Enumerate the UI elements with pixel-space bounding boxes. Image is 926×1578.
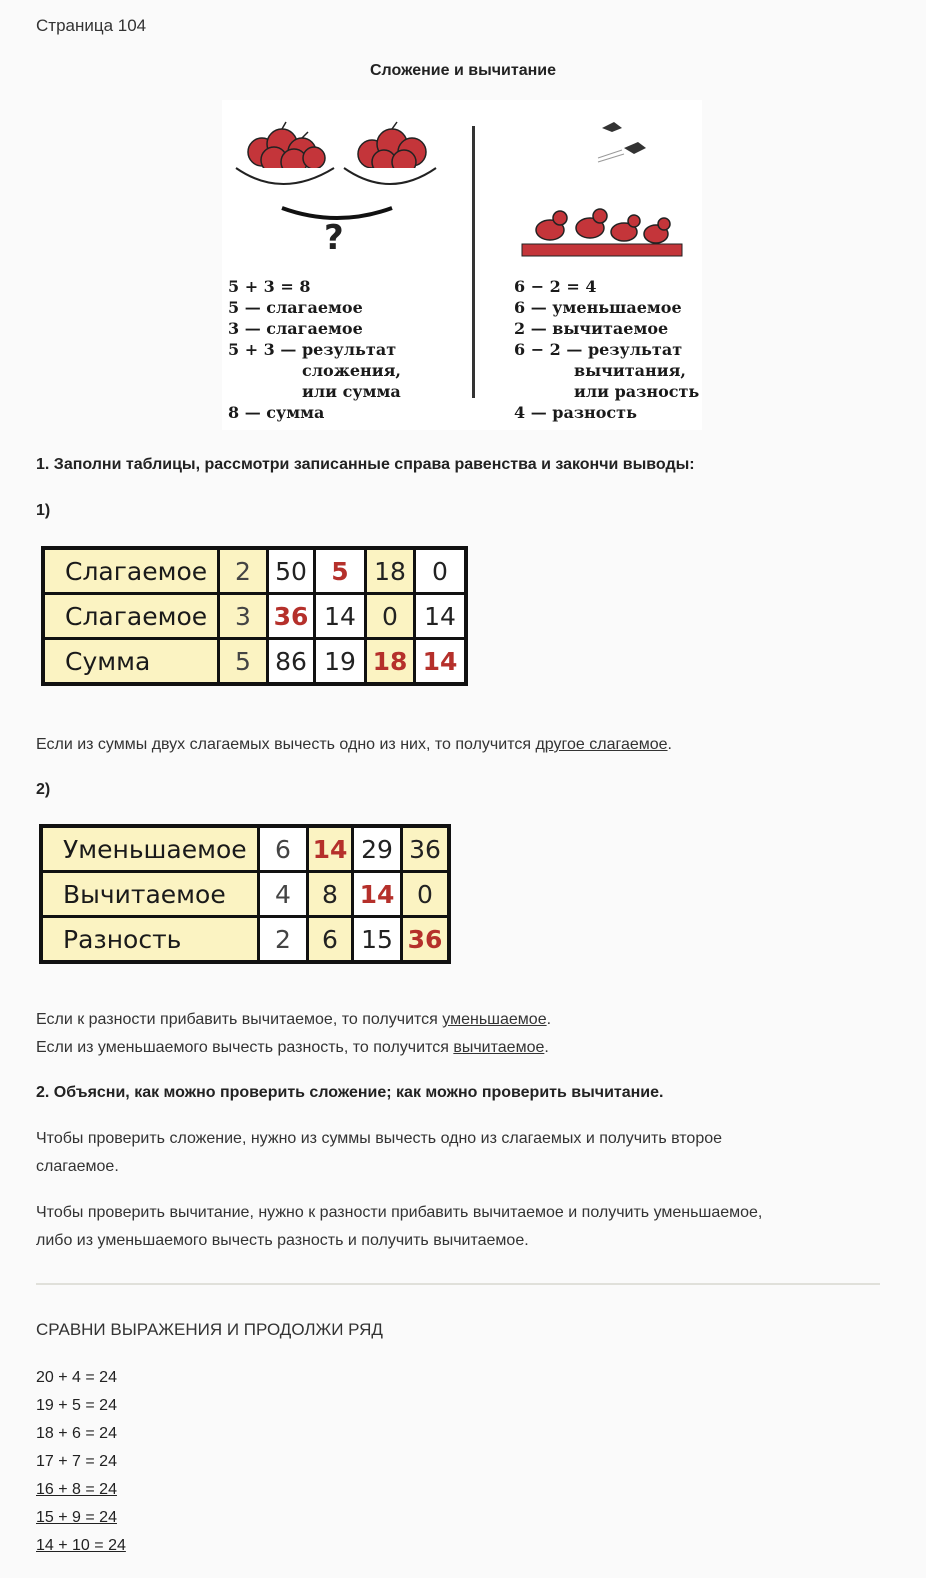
addend-line: 3 — слагаемое — [228, 319, 363, 338]
answer-text: вычитаемое — [453, 1039, 545, 1056]
table-cell: 86 — [268, 639, 315, 685]
table-cell: 3 — [219, 594, 268, 639]
addition-table — [41, 546, 468, 686]
sum-line: 8 — сумма — [228, 403, 325, 422]
table-cell: 6 — [308, 917, 353, 963]
table-cell: 14 — [415, 639, 467, 685]
table-cell: 6 — [259, 826, 308, 872]
table-cell: 18 — [366, 639, 415, 685]
sum-result-line: сложения, — [302, 361, 401, 380]
section-divider — [36, 1283, 880, 1285]
page-title: Сложение и вычитание — [370, 62, 556, 79]
table-row — [43, 548, 466, 594]
table-row — [41, 872, 449, 917]
series-line-answer: 15 + 9 = 24 — [36, 1509, 117, 1526]
series-line-answer: 14 + 10 = 24 — [36, 1537, 126, 1554]
row-label: Уменьшаемое — [41, 826, 259, 872]
minuend-line: 6 — уменьшаемое — [514, 298, 682, 317]
table-cell: 14 — [415, 594, 467, 639]
answer-text: уменьшаемое — [442, 1011, 547, 1028]
subtraction-equation: 6 − 2 = 4 — [514, 277, 597, 296]
table-cell: 2 — [219, 548, 268, 594]
conclusion-1: Если из суммы двух слагаемых вычесть одно из них, то получится другое слагаемое. — [36, 736, 672, 753]
series-line: 17 + 7 = 24 — [36, 1453, 117, 1470]
table-cell: 2 — [259, 917, 308, 963]
table-cell: 0 — [402, 872, 450, 917]
question-mark: ? — [324, 218, 344, 258]
answer-subtraction-check: Чтобы проверить вычитание, нужно к разности прибавить вычитаемое и получить уменьшаемое, либо из уменьшаемого вычесть разность и получить вычитаемое. — [36, 1204, 763, 1249]
subtraction-terms — [514, 276, 699, 423]
difference-line: 4 — разность — [514, 403, 637, 422]
row-label: Вычитаемое — [41, 872, 259, 917]
sum-result-line: или сумма — [302, 382, 401, 401]
table-cell: 8 — [308, 872, 353, 917]
table-cell: 5 — [219, 639, 268, 685]
task-2-heading: 2. Объясни, как можно проверить сложение; как можно проверить вычитание. — [36, 1084, 664, 1101]
table-cell: 50 — [268, 548, 315, 594]
subtrahend-line: 2 — вычитаемое — [514, 319, 669, 338]
birds-image — [512, 100, 712, 260]
row-label: Слагаемое — [43, 594, 219, 639]
answer-addition-check: Чтобы проверить сложение, нужно из суммы вычесть одно из слагаемых и получить второе слагаемое. — [36, 1130, 723, 1175]
addend-line: 5 — слагаемое — [228, 298, 363, 317]
row-label: Сумма — [43, 639, 219, 685]
answer-text: другое слагаемое — [535, 736, 668, 753]
section-title: СРАВНИ ВЫРАЖЕНИЯ И ПРОДОЛЖИ РЯД — [36, 1320, 383, 1339]
table-cell: 18 — [366, 548, 415, 594]
table-cell: 15 — [353, 917, 402, 963]
table-cell: 0 — [415, 548, 467, 594]
table-cell: 29 — [353, 826, 402, 872]
table-row — [43, 639, 466, 685]
page-label: Страница 104 — [36, 16, 147, 35]
expression-series — [36, 1364, 126, 1560]
addition-terms — [228, 276, 401, 423]
illustration-divider — [472, 126, 475, 398]
task-1-heading: 1. Заполни таблицы, рассмотри записанные справа равенства и закончи выводы: — [36, 456, 695, 473]
table-cell: 19 — [315, 639, 366, 685]
table-row — [41, 917, 449, 963]
table-cell: 36 — [268, 594, 315, 639]
difference-result-line: вычитания, — [574, 361, 686, 380]
part-1-label: 1) — [36, 502, 51, 519]
conclusion-2a: Если к разности прибавить вычитаемое, то получится уменьшаемое. — [36, 1011, 552, 1028]
table-cell: 36 — [402, 917, 450, 963]
table-cell: 0 — [366, 594, 415, 639]
table-cell: 14 — [353, 872, 402, 917]
series-line-answer: 16 + 8 = 24 — [36, 1481, 117, 1498]
series-line: 18 + 6 = 24 — [36, 1425, 117, 1442]
table-row — [43, 594, 466, 639]
textbook-illustration — [222, 100, 702, 430]
conclusion-2b: Если из уменьшаемого вычесть разность, то получится вычитаемое. — [36, 1039, 549, 1056]
table-cell: 36 — [402, 826, 450, 872]
difference-result-line: 6 − 2 — результат — [514, 340, 683, 359]
table-cell: 5 — [315, 548, 366, 594]
series-line: 20 + 4 = 24 — [36, 1369, 117, 1386]
series-line: 19 + 5 = 24 — [36, 1397, 117, 1414]
sum-result-line: 5 + 3 — результат — [228, 340, 397, 359]
row-label: Слагаемое — [43, 548, 219, 594]
table-cell: 4 — [259, 872, 308, 917]
addition-equation: 5 + 3 = 8 — [228, 277, 311, 296]
table-cell: 14 — [308, 826, 353, 872]
part-2-label: 2) — [36, 781, 51, 798]
subtraction-table — [39, 824, 451, 964]
table-cell: 14 — [315, 594, 366, 639]
table-row — [41, 826, 449, 872]
row-label: Разность — [41, 917, 259, 963]
difference-result-line: или разность — [574, 382, 700, 401]
